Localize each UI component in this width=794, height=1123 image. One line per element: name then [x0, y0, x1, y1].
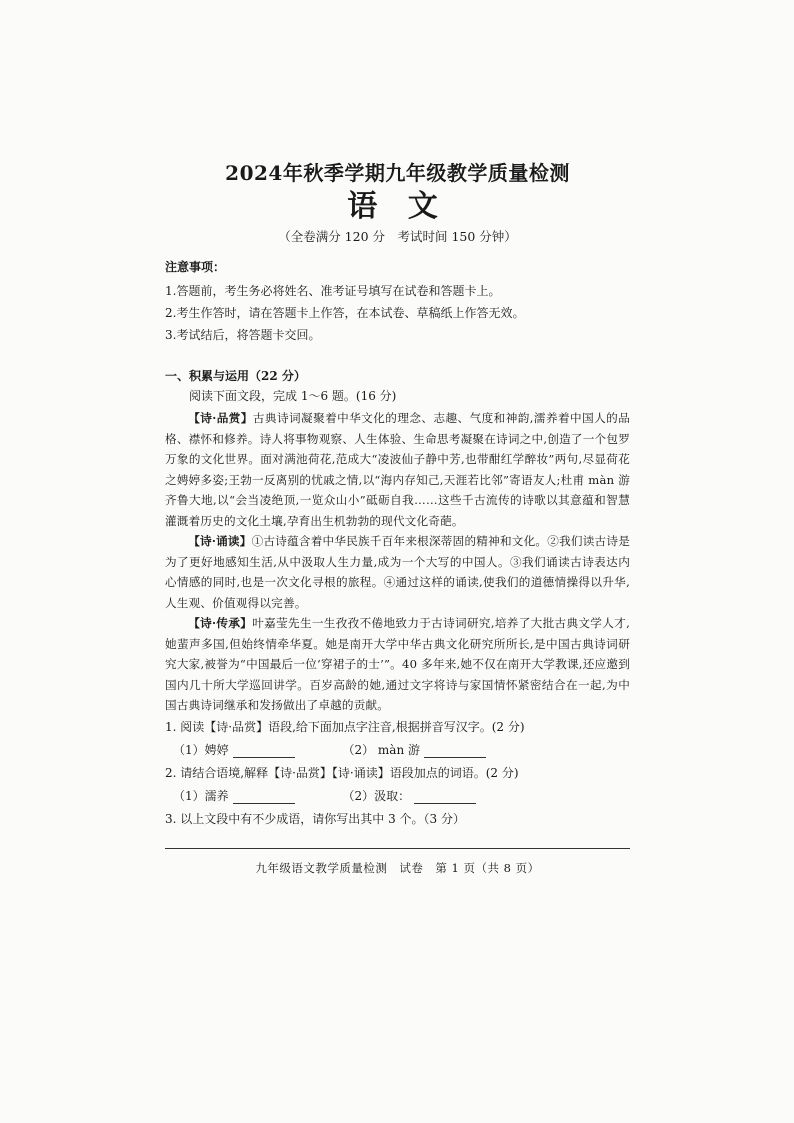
- exam-title: 2024年秋季学期九年级教学质量检测: [225, 161, 570, 185]
- page-content: [165, 160, 630, 877]
- answer-blank[interactable]: [233, 789, 295, 804]
- section-title: 一、积累与运用（22 分）: [165, 369, 306, 383]
- sub-question-label: （2） màn 游: [342, 742, 420, 757]
- paragraph-appreciation: [165, 408, 630, 531]
- note-item: 3.考试结后，将答题卡交回。: [165, 328, 321, 342]
- note-item: 1.答题前，考生务必将姓名、准考证号填写在试卷和答题卡上。: [165, 284, 501, 298]
- paragraph-text: 古典诗词凝聚着中华文化的理念、志趣、气度和神韵,濡养着中国人的品格、襟怀和修养。诗人将事物观察、人生体验、生命思考凝聚在诗词之中,创造了一个包罗万象的文化世界。面对满池荷花,范成大“凌波仙子静中芳,也带酣红学醉妆”两句,尽显荷花之娉婷多姿;王勃一反离别的忧戚之情,以“海内存知己,天涯若比邻”寄语友人;杜甫 màn 游齐鲁大地,以“会当凌绝顶,一览众山小”砥砺自我……这些千古流传的诗歌以其意蕴和智慧灌溉着历史的文化土壤,孕育出生机勃勃的现代文化奇葩。: [165, 411, 630, 528]
- sub-question-label: （2）汲取：: [342, 788, 411, 803]
- exam-info: （全卷满分 120 分 考试时间 150 分钟）: [278, 229, 517, 244]
- paragraph-text: 叶嘉莹先生一生孜孜不倦地致力于古诗词研究,培养了大批古典文学人才,她蜚声多国,但始终情牵华夏。她是南开大学中华古典文化研究所所长,是中国古典诗词研究大家,被誉为“中国最后一位‘穿裙子的士’”。40 多年来,她不仅在南开大学教课,还应邀到国内几十所大学巡回讲学。百岁高龄的她,通过文字将诗与家国情怀紧密结合在一起,为中国古典诗词继承和发扬做出了卓越的贡献。: [165, 616, 630, 712]
- note-item: 2.考生作答时，请在答题卡上作答，在本试卷、草稿纸上作答无效。: [165, 306, 525, 320]
- answer-line[interactable]: [165, 832, 630, 849]
- question-2-subs: [173, 784, 630, 808]
- paragraph-tag: 【诗·传承】: [188, 616, 253, 630]
- question-2: 2. 请结合语境,解释【诗·品赏】【诗·诵读】语段加点的词语。(2 分): [165, 765, 519, 780]
- notes-title: 注意事项：: [165, 260, 226, 274]
- paragraph-tag: 【诗·品赏】: [188, 411, 253, 425]
- paragraph-tag: 【诗·诵读】: [188, 534, 252, 548]
- question-1: 1. 阅读【诗·品赏】语段,给下面加点字注音,根据拼音写汉字。(2 分): [165, 719, 525, 734]
- question-3: 3. 以上文段中有不少成语，请你写出其中 3 个。（3 分）: [165, 811, 465, 826]
- section-intro: 阅读下面文段，完成 1～6 题。(16 分): [189, 389, 397, 403]
- page-footer: 九年级语文教学质量检测 试卷 第 1 页（共 8 页）: [255, 860, 540, 875]
- paragraph-inheritance: [165, 613, 630, 716]
- answer-blank[interactable]: [233, 743, 295, 758]
- paragraph-recitation: [165, 531, 630, 613]
- question-1-subs: [173, 738, 630, 762]
- answer-blank[interactable]: [424, 743, 486, 758]
- answer-blank[interactable]: [414, 789, 476, 804]
- subject-title: 语 文: [347, 189, 448, 224]
- sub-question-label: （1）娉婷: [173, 742, 229, 757]
- paragraph-text: ①古诗蕴含着中华民族千百年来根深蒂固的精神和文化。②我们读古诗是为了更好地感知生活,从中汲取人生力量,成为一个大写的中国人。③我们诵读古诗表达内心情感的同时,也是一次文化寻根的旅程。④通过这样的诵读,使我们的道德情操得以升华,人生观、价值观得以完善。: [165, 534, 630, 610]
- sub-question-label: （1）濡养: [173, 788, 229, 803]
